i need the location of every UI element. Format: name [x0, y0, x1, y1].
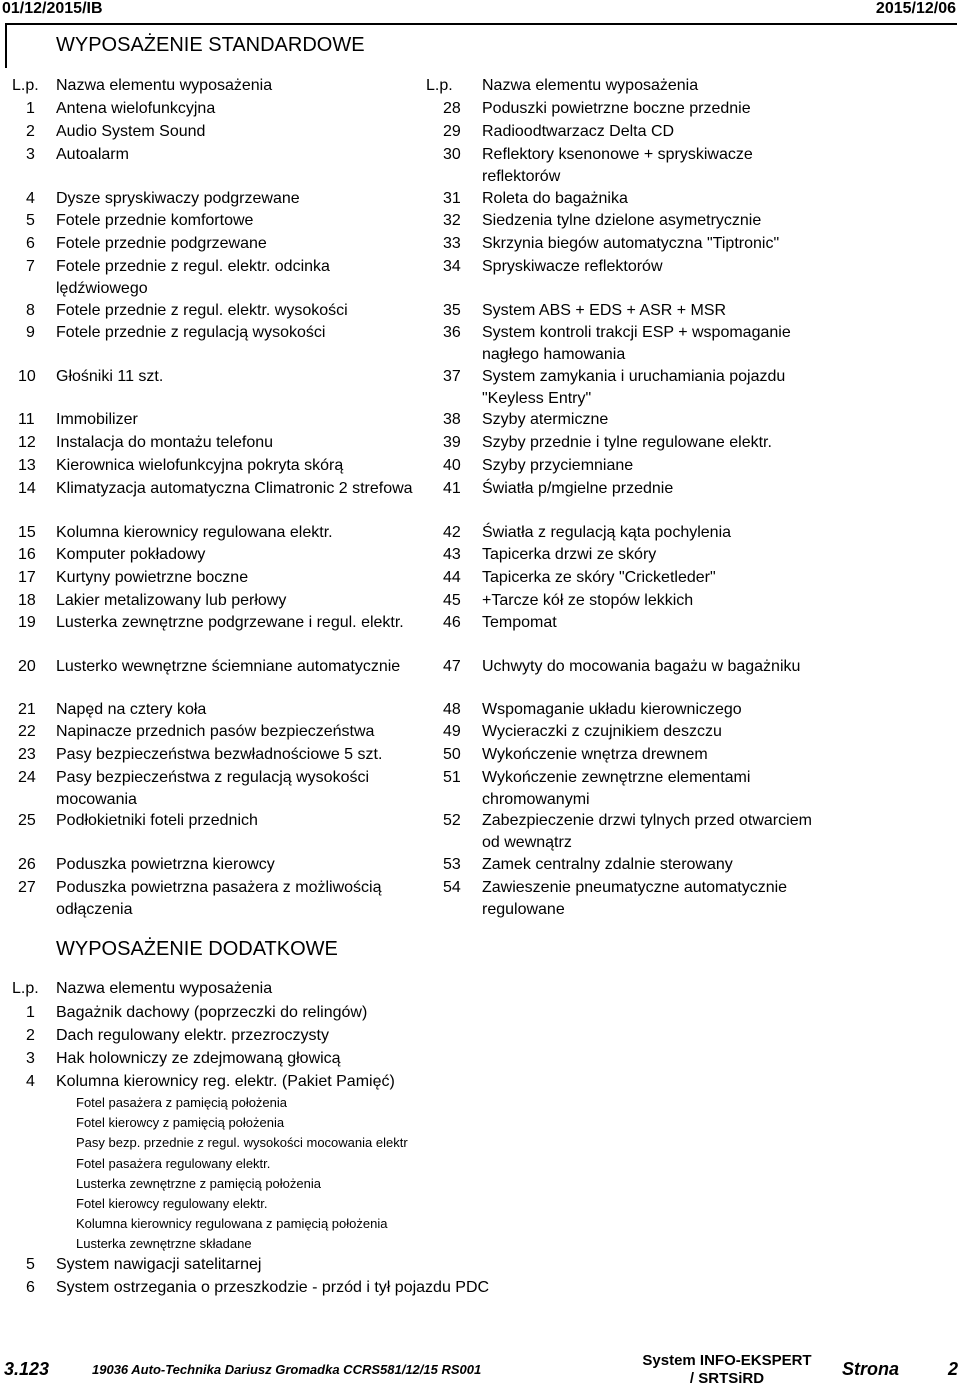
item-label: Światła p/mgielne przednie: [482, 480, 674, 497]
standard-left-column-name-header: [56, 75, 272, 97]
item-label: Zabezpieczenie drzwi tylnych przed otwarciem od wewnątrz: [482, 812, 812, 851]
item-label: Fotele przednie z regul. elektr. odcinka lędźwiowego: [56, 258, 330, 297]
item-number: 39: [443, 434, 461, 451]
item-label: Fotele przednie z regul. elektr. wysokości: [56, 302, 348, 319]
package-sub-item: Pasy bezp. przednie z regul. wysokości mocowania elektr: [76, 1135, 408, 1151]
item-label: Hak holowniczy ze zdejmowaną głowicą: [56, 1050, 341, 1067]
standard-right-column-header: [426, 75, 453, 97]
item-number: 3: [26, 1050, 35, 1067]
item-number: 14: [18, 480, 36, 497]
item-label: Światła z regulacją kąta pochylenia: [482, 524, 732, 541]
item-number: 47: [443, 658, 461, 675]
item-number: 24: [18, 769, 36, 786]
item-number: 40: [443, 457, 461, 474]
item-number: 25: [18, 812, 36, 829]
package-sub-item: Fotel kierowcy regulowany elektr.: [76, 1196, 268, 1211]
item-label: Zawieszenie pneumatyczne automatycznie regulowane: [482, 879, 788, 918]
item-label: Podłokietniki foteli przednich: [56, 812, 258, 829]
footer-system: [642, 1352, 812, 1386]
item-number: 11: [18, 411, 35, 428]
item-number: 36: [443, 324, 461, 341]
item-number: 53: [443, 856, 461, 873]
standard-left-column-header: [12, 75, 39, 97]
item-number: 2: [26, 123, 35, 140]
item-number: 2: [26, 1027, 35, 1044]
item-label: Autoalarm: [56, 146, 129, 163]
column-name-label: Nazwa elementu wyposażenia: [56, 980, 273, 997]
item-number: 6: [26, 235, 35, 252]
package-sub-item: Kolumna kierownicy regulowana z pamięcią położenia: [76, 1216, 388, 1232]
item-label: Kolumna kierownicy regulowana elektr.: [56, 524, 333, 541]
item-number: 54: [443, 879, 461, 896]
item-label: Dach regulowany elektr. przezroczysty: [56, 1027, 329, 1044]
item-number: 4: [26, 190, 35, 207]
item-label: Fotele przednie komfortowe: [56, 212, 254, 229]
footer-page-number: 2: [948, 1359, 959, 1379]
item-label: Fotele przednie z regulacją wysokości: [56, 324, 326, 341]
optional-column-header: [12, 978, 39, 1000]
item-number: 31: [443, 190, 461, 207]
column-lp-label: L.p.: [12, 77, 39, 94]
item-number: 16: [18, 546, 36, 563]
footer-system-line1: System INFO-EKSPERT: [642, 1352, 812, 1369]
item-label: Wykończenie wnętrza drewnem: [482, 746, 708, 763]
item-number: 51: [443, 769, 461, 786]
package-sub-item: Lusterka zewnętrzne składane: [76, 1236, 252, 1252]
item-label: Napinacze przednich pasów bezpieczeństwa: [56, 723, 375, 740]
item-number: 12: [18, 434, 36, 451]
item-number: 7: [26, 258, 35, 275]
item-number: 1: [26, 100, 35, 117]
item-label: Audio System Sound: [56, 123, 206, 140]
header-date-left: 01/12/2015/IB: [2, 0, 103, 17]
item-number: 38: [443, 411, 461, 428]
item-label: Poduszka powietrzna kierowcy: [56, 856, 275, 873]
item-number: 8: [26, 302, 35, 319]
item-number: 35: [443, 302, 461, 319]
item-number: 23: [18, 746, 36, 763]
optional-section-title: WYPOSAŻENIE DODATKOWE: [56, 938, 338, 960]
column-name-label: Nazwa elementu wyposażenia: [56, 77, 273, 94]
item-label: Reflektory ksenonowe + spryskiwacze reflektorów: [482, 146, 753, 185]
footer-info: 19036 Auto-Technika Dariusz Gromadka CCRS581/12/15 RS001: [92, 1362, 482, 1377]
item-number: 33: [443, 235, 461, 252]
item-number: 5: [26, 1256, 35, 1273]
item-label: Roleta do bagażnika: [482, 190, 628, 207]
item-label: Pasy bezpieczeństwa bezwładnościowe 5 szt.: [56, 746, 383, 763]
item-label: Antena wielofunkcyjna: [56, 100, 216, 117]
item-label: Lusterko wewnętrzne ściemniane automatycznie: [56, 658, 401, 675]
item-label: System kontroli trakcji ESP + wspomaganie nagłego hamowania: [482, 324, 791, 363]
item-number: 44: [443, 569, 461, 586]
item-number: 52: [443, 812, 461, 829]
item-number: 42: [443, 524, 461, 541]
item-number: 20: [18, 658, 36, 675]
item-number: 46: [443, 614, 461, 631]
item-label: Radioodtwarzacz Delta CD: [482, 123, 675, 140]
item-number: 4: [26, 1073, 35, 1090]
item-number: 28: [443, 100, 461, 117]
item-label: System nawigacji satelitarnej: [56, 1256, 262, 1273]
item-label: Instalacja do montażu telefonu: [56, 434, 274, 451]
optional-column-name-header: [56, 978, 272, 1000]
item-label: Komputer pokładowy: [56, 546, 206, 563]
item-label: Klimatyzacja automatyczna Climatronic 2 strefowa: [56, 480, 413, 497]
item-label: Tapicerka drzwi ze skóry: [482, 546, 657, 563]
column-lp-label: L.p.: [12, 980, 39, 997]
standard-right-column-name-header: [482, 75, 698, 97]
item-label: Bagażnik dachowy (poprzeczki do relingów): [56, 1004, 368, 1021]
item-label: Wykończenie zewnętrzne elementami chromowanymi: [482, 769, 751, 808]
footer-system-line2: / SRTSiRD: [689, 1370, 765, 1386]
item-number: 45: [443, 592, 461, 609]
item-number: 27: [18, 879, 36, 896]
item-number: 18: [18, 592, 36, 609]
item-number: 1: [26, 1004, 35, 1021]
item-number: 15: [18, 524, 36, 541]
item-number: 19: [18, 614, 36, 631]
column-name-label: Nazwa elementu wyposażenia: [482, 77, 699, 94]
item-number: 49: [443, 723, 461, 740]
item-number: 9: [26, 324, 35, 341]
item-label: Szyby przednie i tylne regulowane elektr.: [482, 434, 772, 451]
item-label: Kolumna kierownicy reg. elektr. (Pakiet Pamięć): [56, 1073, 395, 1090]
item-number: 41: [443, 480, 461, 497]
item-number: 26: [18, 856, 36, 873]
item-number: 17: [18, 569, 36, 586]
item-label: Kierownica wielofunkcyjna pokryta skórą: [56, 457, 344, 474]
item-label: Tapicerka ze skóry "Cricketleder": [482, 569, 716, 586]
package-sub-item: Fotel pasażera z pamięcią położenia: [76, 1095, 288, 1110]
footer-page-code: 3.123: [4, 1359, 50, 1379]
item-number: 32: [443, 212, 461, 229]
item-label: Wspomaganie układu kierowniczego: [482, 701, 742, 718]
item-number: 34: [443, 258, 461, 275]
item-label: Dysze spryskiwaczy podgrzewane: [56, 190, 300, 207]
item-number: 48: [443, 701, 461, 718]
item-label: Pasy bezpieczeństwa z regulacją wysokości mocowania: [56, 769, 370, 808]
item-number: 13: [18, 457, 36, 474]
item-number: 21: [18, 701, 36, 718]
item-label: Lusterka zewnętrzne podgrzewane i regul. elektr.: [56, 614, 404, 631]
item-label: Uchwyty do mocowania bagażu w bagażniku: [482, 658, 801, 675]
column-lp-label: L.p.: [426, 77, 453, 94]
item-label: Fotele przednie podgrzewane: [56, 235, 267, 252]
footer-strona-label: Strona: [842, 1359, 900, 1379]
item-label: Napęd na cztery koła: [56, 701, 207, 718]
item-number: 6: [26, 1279, 35, 1296]
item-label: Poduszka powietrzna pasażera z możliwością odłączenia: [56, 879, 382, 918]
item-label: System zamykania i uruchamiania pojazdu "Keyless Entry": [482, 368, 786, 407]
item-label: System ABS + EDS + ASR + MSR: [482, 302, 727, 319]
item-number: 3: [26, 146, 35, 163]
package-sub-item: Fotel pasażera regulowany elektr.: [76, 1155, 271, 1171]
item-label: Zamek centralny zdalnie sterowany: [482, 856, 733, 873]
item-number: 43: [443, 546, 461, 563]
item-number: 22: [18, 723, 36, 740]
item-label: Szyby przyciemniane: [482, 457, 634, 474]
item-number: 37: [443, 368, 461, 385]
item-number: 30: [443, 146, 461, 163]
package-sub-item: Fotel kierowcy z pamięcią położenia: [76, 1115, 285, 1131]
package-sub-item: Lusterka zewnętrzne z pamięcią położenia: [76, 1175, 321, 1191]
item-label: Wycieraczki z czujnikiem deszczu: [482, 723, 722, 740]
item-label: Kurtyny powietrzne boczne: [56, 569, 249, 586]
item-label: System ostrzegania o przeszkodzie - przód i tył pojazdu PDC: [56, 1279, 490, 1296]
item-label: Siedzenia tylne dzielone asymetrycznie: [482, 212, 762, 229]
item-label: +Tarcze kół ze stopów lekkich: [482, 592, 694, 609]
item-label: Lakier metalizowany lub perłowy: [56, 592, 287, 609]
header-date-right: 2015/12/06: [875, 0, 956, 17]
standard-section-title: WYPOSAŻENIE STANDARDOWE: [56, 34, 365, 56]
item-label: Skrzynia biegów automatyczna "Tiptronic": [482, 235, 780, 252]
item-label: Immobilizer: [56, 411, 138, 428]
item-number: 29: [443, 123, 461, 140]
item-number: 50: [443, 746, 461, 763]
item-label: Szyby atermiczne: [482, 411, 609, 428]
item-label: Tempomat: [482, 614, 557, 631]
item-label: Głośniki 11 szt.: [56, 368, 164, 385]
item-number: 5: [26, 212, 35, 229]
item-number: 10: [18, 368, 36, 385]
item-label: Poduszki powietrzne boczne przednie: [482, 100, 751, 117]
item-label: Spryskiwacze reflektorów: [482, 258, 663, 275]
